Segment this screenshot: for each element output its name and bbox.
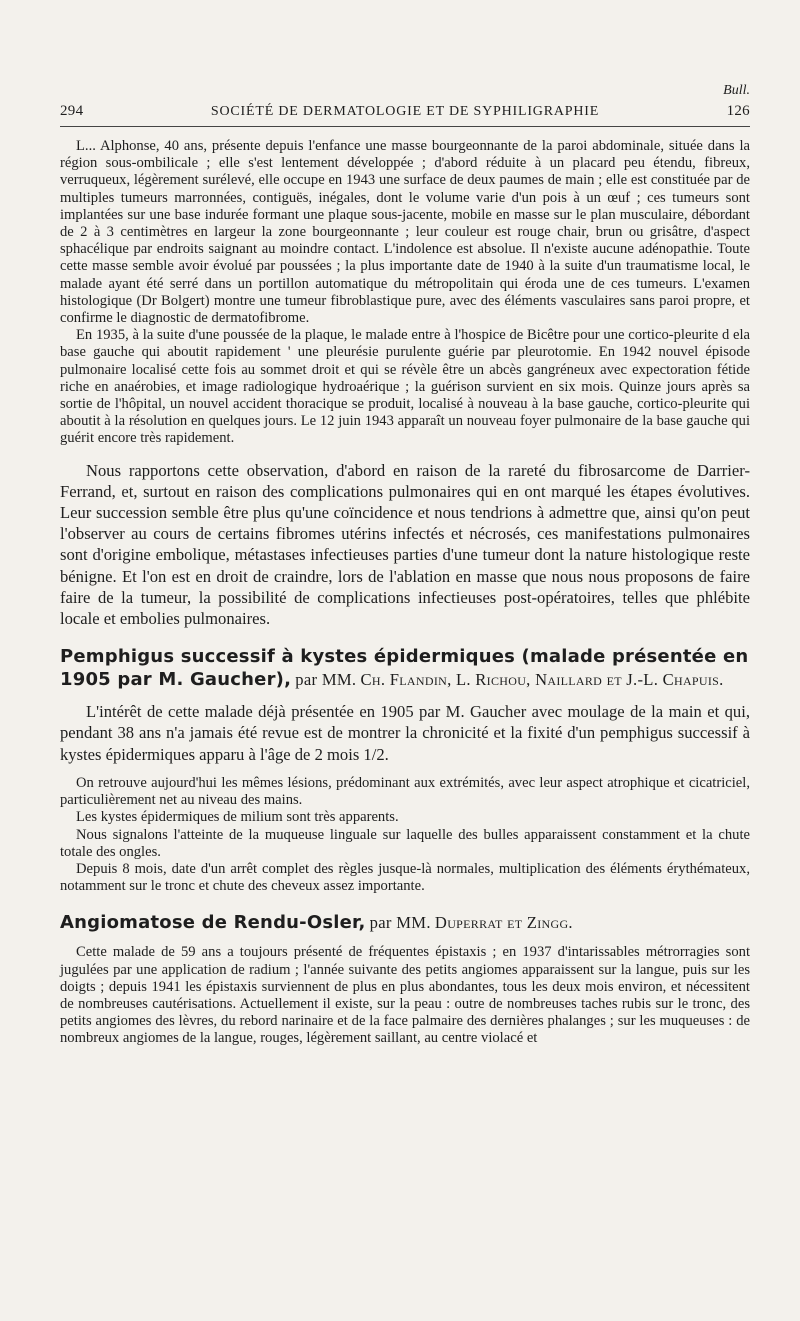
issue-number: 126 (726, 103, 750, 119)
case-paragraph-1: L... Alphonse, 40 ans, présente depuis l'enfance une masse bourgeonnante de la paroi abdominale, située dans la région sous-ombilicale ; elle s'est lentement développée ; d'abord réduite à un placard peu étendu, fibreux, verruqueux, légèrement surélevé, elle occupe en 1943 une surface de deux paumes de main ; elle est constituée par de multiples tumeurs marronnées, contiguës, inégales, dont le volume varie d'un pois à un œuf ; ces tumeurs sont implantées sur une base indurée formant une plaque sous-jacente, mobile en masse sur le plan musculaire, débordant de 2 à 3 centimètres en largeur la zone bourgeonnante ; leur couleur est rouge chair, brun ou grisâtre, d'aspect sphacélique par endroits saignant au moindre contact. L'indolence est absolue. Il n'existe aucune adénopathie. Toute cette masse semble avoir évolué par poussées ; la plus importante date de 1940 à la suite d'un traumatisme local, le malade ayant été serré dans un portillon automatique du métropolitain qui éroda une de ces tumeurs. L'examen histologique (Dr Bolgert) montre une tumeur fibroblastique pure, avec des éléments vasculaires sans paroi propre, et confirme le diagnostic de dermatofibrome. (60, 138, 750, 327)
bull-label: Bull. (723, 83, 750, 98)
pemphigus-heading (60, 645, 750, 691)
angiomatose-body (60, 944, 750, 1047)
pemphigus-detail-4: Depuis 8 mois, date d'un arrêt complet des règles jusque-là normales, multiplication des éléments érythémateux, notamment sur le tronc et chute des cheveux assez importante. (60, 860, 750, 895)
pemphigus-detail-2: Les kystes épidermiques de milium sont très apparents. (76, 809, 399, 826)
pemphigus-intro (60, 701, 750, 765)
discussion (60, 460, 750, 630)
angiomatose-paragraph: Cette malade de 59 ans a toujours présenté de fréquentes épistaxis ; en 1937 d'intarissables métrorragies sont jugulées par une application de radium ; l'année suivante des petits angiomes apparaissent sur la langue, puis sur les doigts ; depuis 1941 les épistaxis surviennent de plus en plus abondantes, tous les deux mois environ, et nécessitent de nombreuses cautérisations. Actuellement il existe, sur la peau : outre de nombreuses taches rubis sur le tronc, des petits angiomes des lèvres, du rebord narinaire et de la face palmaire des dernières phalanges ; sur les muqueuses : de nombreux angiomes de la langue, rouges, légèrement saillant, au centre violacé et (60, 944, 750, 1047)
pemphigus-byline-par: par MM. (295, 670, 357, 690)
angiomatose-heading (60, 911, 750, 934)
page-number: 294 (60, 103, 84, 119)
pemphigus-title: Pemphigus successif à kystes épidermiques (malade présentée en 1905 par M. Gaucher), (60, 646, 749, 691)
angiomatose-byline-par: par MM. (369, 913, 431, 933)
case-report (60, 138, 750, 448)
pemphigus-detail-1: On retrouve aujourd'hui les mêmes lésions, prédominant aux extrémités, avec leur aspect atrophique et cicatriciel, particulièrement net au niveau des mains. (60, 774, 750, 809)
pemphigus-authors: Ch. Flandin, L. Richou, Naillard et J.-L. Chapuis. (360, 670, 724, 690)
running-header (60, 100, 750, 127)
angiomatose-title: Angiomatose de Rendu-Osler, (60, 912, 366, 934)
page (60, 82, 750, 1048)
pemphigus-intro-paragraph: L'intérêt de cette malade déjà présentée en 1905 par M. Gaucher avec moulage de la main et qui, pendant 38 ans n'a jamais été revue est de montrer la chronicité et la fixité d'un pemphigus successif à kystes épidermiques apparu à l'âge de 2 mois 1/2. (60, 702, 750, 764)
journal-title: SOCIÉTÉ DE DERMATOLOGIE ET DE SYPHILIGRAPHIE (210, 104, 600, 119)
pemphigus-detail-3: Nous signalons l'atteinte de la muqueuse linguale sur laquelle des bulles apparaissent constamment et la chute totale des ongles. (60, 826, 750, 860)
case-paragraph-2: En 1935, à la suite d'une poussée de la plaque, le malade entre à l'hospice de Bicêtre pour une cortico-pleurite d ela base gauche qui aboutit rapidement ' une pleurésie purulente guérie par pleurotomie. En 1942 nouvel épisode pulmonaire localisé cette fois au sommet droit et qui se révèle être un abcès gangréneux avec expectoration fétide riche en anaérobies, et image radiologique hydroaérique ; la guérison survient en six mois. Quinze jours après sa sortie de l'hôpital, un nouvel accident thoracique se produit, localisé à nouveau à la base gauche, cortico-pleurite qui aboutit à la résolution en quelques jours. Le 12 juin 1943 apparaît un nouveau foyer pulmonaire de la base gauche qui guérit encore très rapidement. (60, 327, 750, 447)
pemphigus-details (60, 775, 750, 895)
angiomatose-authors: Duperrat et Zingg. (434, 913, 573, 933)
discussion-paragraph: Nous rapportons cette observation, d'abord en raison de la rareté du fibrosarcome de Darrier-Ferrand, et, surtout en raison des complications pulmonaires qui en ont marqué les étapes évolutives. Leur succession semble être plus qu'une coïncidence et nous tendrions à admettre que, ainsi qu'on peut l'observer au cours de certains fibromes utérins infectés et nécrosés, ces manifestations pulmonaires sont d'origine embolique, métastases infectieuses parties d'une tumeur dont la nature histologique reste bénigne. Et l'on est en droit de craindre, lors de l'ablation en masse que nous nous proposons de faire faire de la tumeur, la possibilité de complications infectieuses post-opératoires, telles que phlébite locale et embolies pulmonaires. (60, 460, 750, 629)
